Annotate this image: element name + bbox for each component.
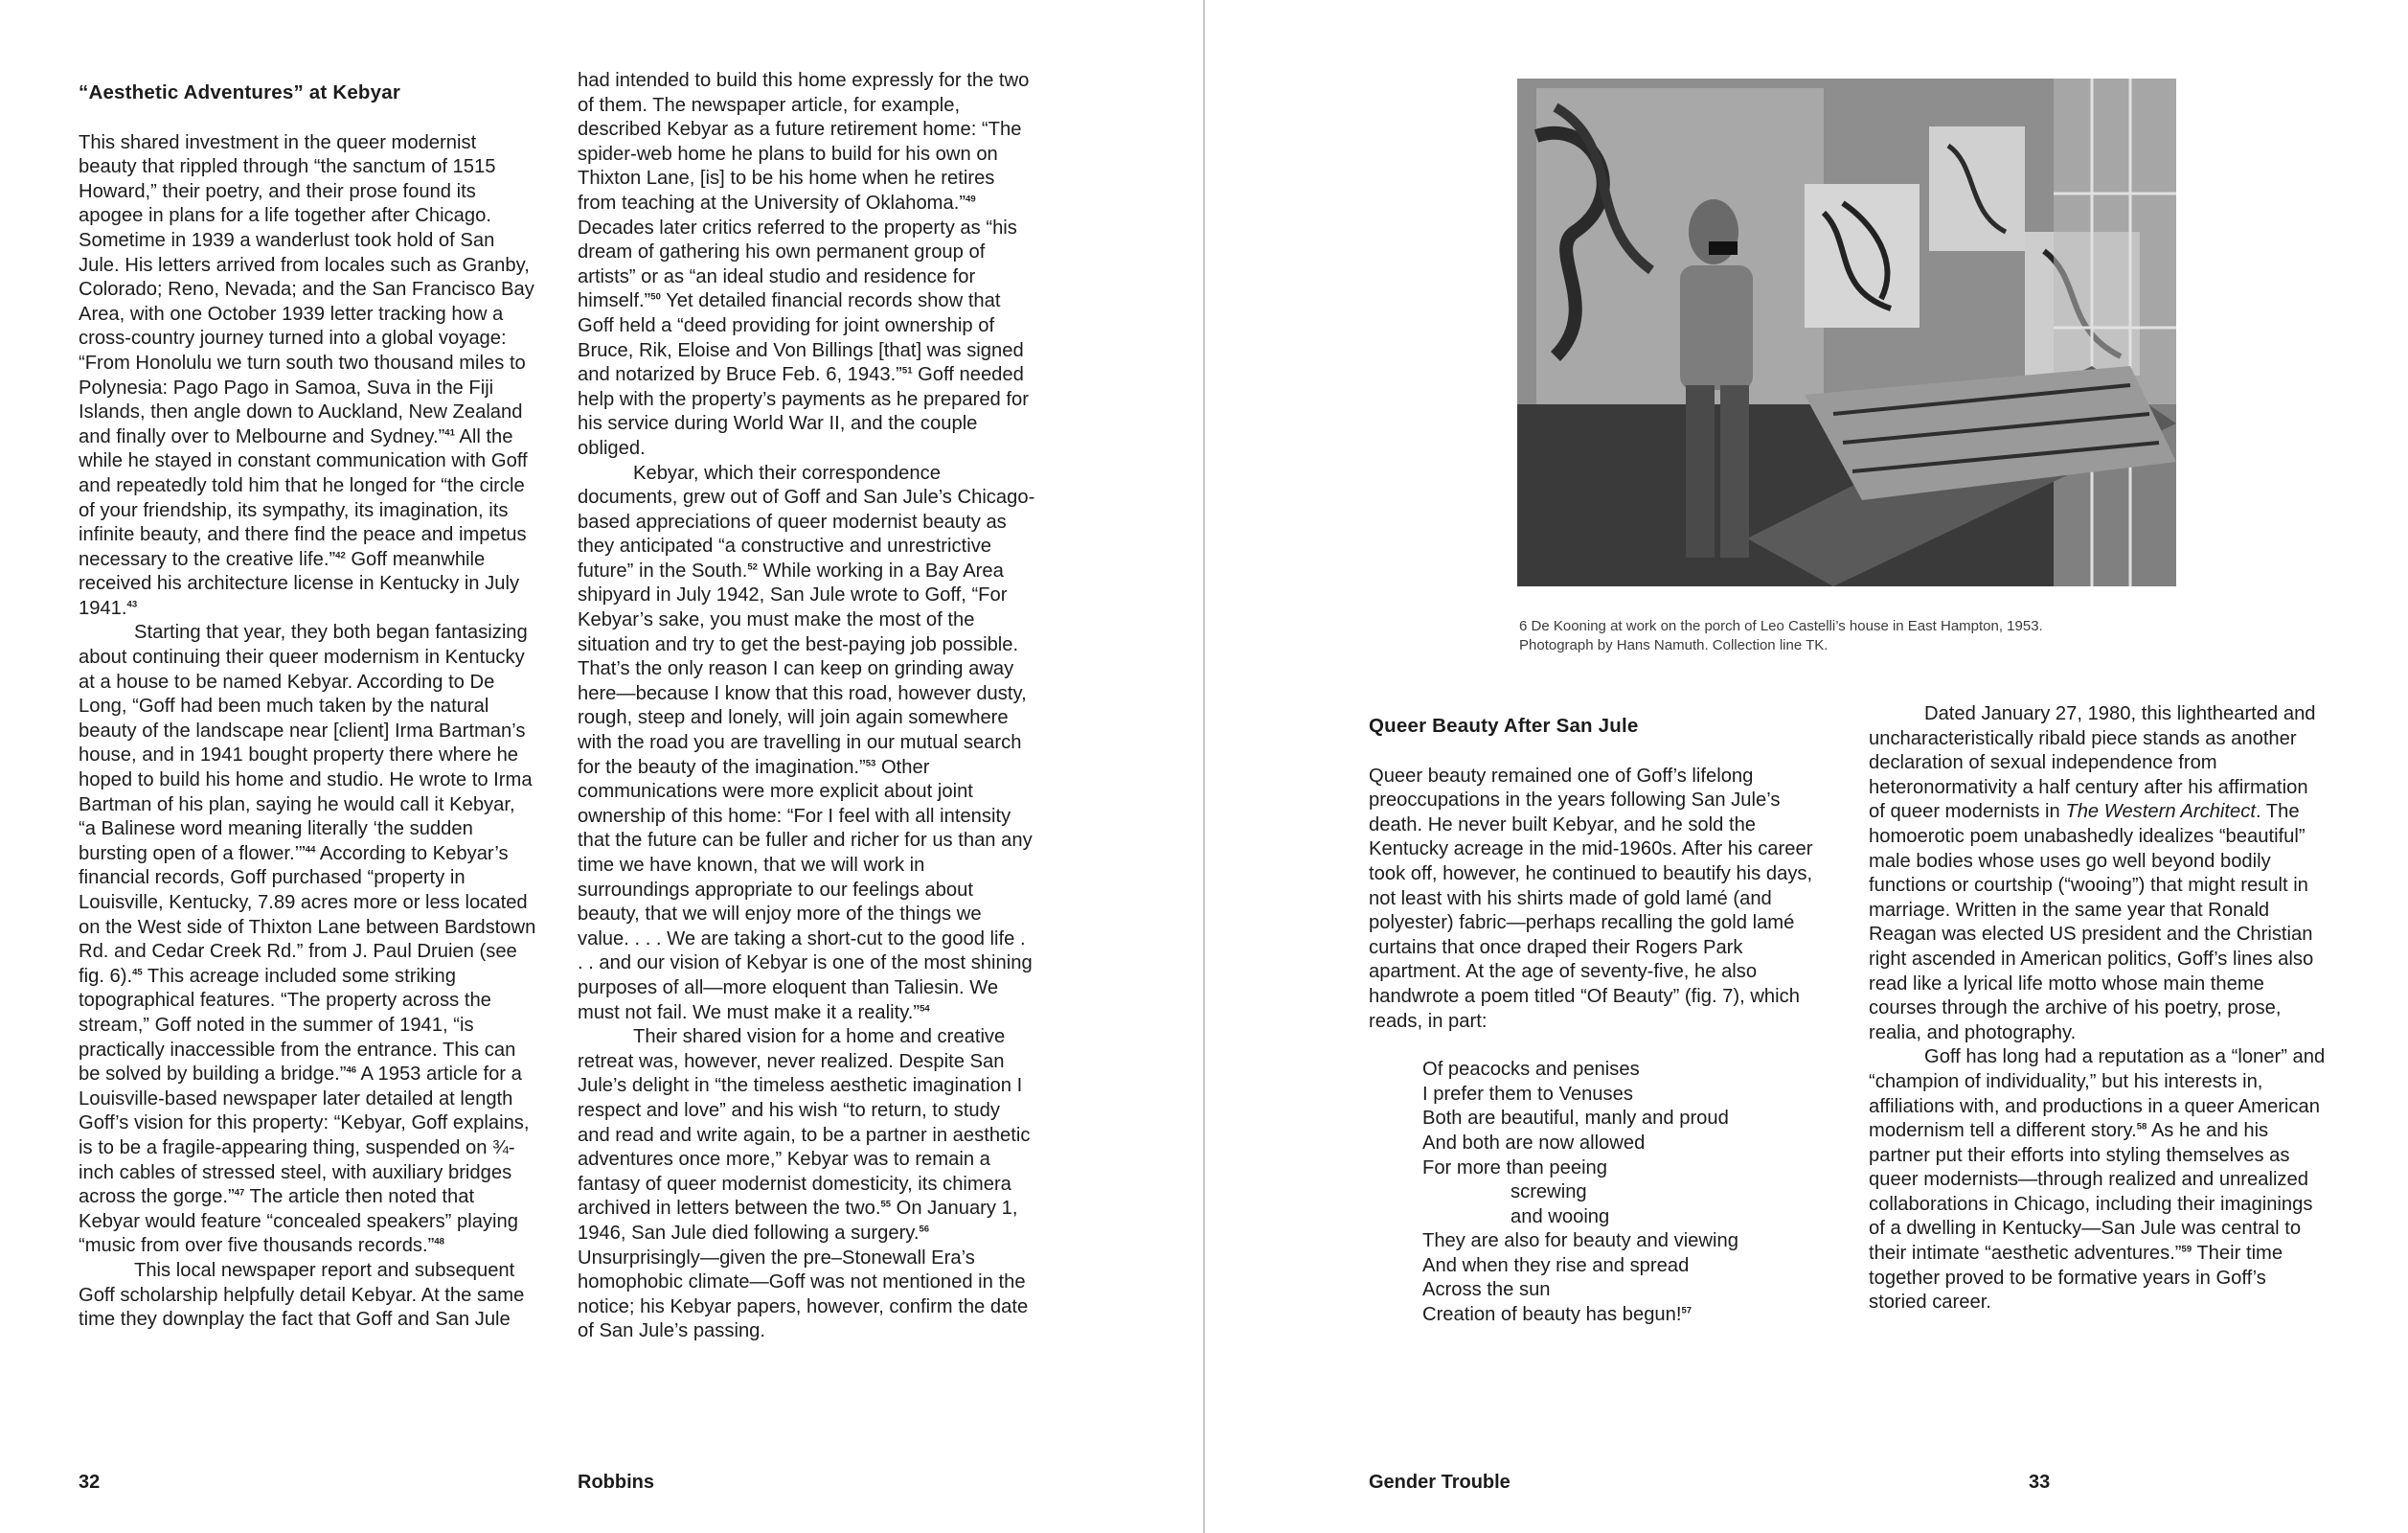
- poem: [1422, 1058, 1827, 1328]
- poem-line: Of peacocks and penises: [1422, 1059, 1640, 1081]
- poem-line: And both are now allowed: [1422, 1132, 1646, 1154]
- right-column-1: [1369, 702, 1827, 1328]
- poem-line: Creation of beauty has begun!$^{57}$: [1422, 1304, 1692, 1326]
- poem-line: For more than peeing: [1422, 1156, 1608, 1178]
- photo-illustration: [1517, 79, 2176, 586]
- page-number-left: 32: [79, 1472, 101, 1493]
- paragraph: Dated January 27, 1980, this lighthearted and uncharacteristically ribald piece stands as another declaration of sexual independence from heteronormativity a half century after his affirmation of queer modernists in The Western Architect. The homoerotic poem unabashedly idealizes “beautiful” male bodies whose uses go well beyond bodily functions or courtship (“wooing”) that might result in marriage. Written in the same year that Ronald Reagan was elected US president and the Christian right ascended in American politics, Goff’s lines also read like a lyrical life motto whose main theme courses through the archive of his poetry, prose, realia, and photography.: [1869, 703, 2316, 1043]
- section-heading: “Aesthetic Adventures” at Kebyar: [79, 81, 401, 103]
- right-column-2: [1869, 702, 2327, 1316]
- left-column-1: [79, 69, 536, 1333]
- page-number-right: 33: [2029, 1472, 2051, 1493]
- figure-caption: 6 De Kooning at work on the porch of Leo Castelli’s house in East Hampton, 1953. Photograph by Hans Namuth. Collection line TK.: [1519, 618, 2043, 653]
- running-footer-title: Gender Trouble: [1369, 1472, 1511, 1493]
- paragraph: had intended to build this home expressly for the two of them. The newspaper article, for example, described Kebyar as a future retirement home: “The spider-web home he plans to build for his own on Thixton Lane, [is] to be his home when he retires from teaching at the University of Oklahoma.”$^{49}$ Decades later critics referred to the property as “his dream of gathering his own permanent group of artists” or as “an ideal studio and residence for himself.”$^{50}$ Yet detailed financial records show that Goff held a “deed providing for joint ownership of Bruce, Rik, Eloise and Von Billings [that] was signed and notarized by Bruce Feb. 6, 1943.”$^{51}$ Goff needed help with the property’s payments as he prepared for his service during World War II, and the couple obliged.: [578, 70, 1030, 459]
- paragraph: This shared investment in the queer modernist beauty that rippled through “the sanctum of 1515 Howard,” their poetry, and their prose found its apogee in plans for a life together after Chicago. Sometime in 1939 a wanderlust took hold of San Jule. His letters arrived from locales such as Granby, Colorado; Reno, Nevada; and the San Francisco Bay Area, with one October 1939 letter tracking how a cross-country journey turned into a global voyage: “From Honolulu we turn south two thousand miles to Polynesia: Pago Pago in Samoa, Suva in the Fiji Islands, then angle down to Auckland, New Zealand and finally over to Melbourne and Sydney.”$^{41}$ All the while he stayed in constant communication with Goff and repeatedly told him that he longed for “the circle of your friendship, its sympathy, its imagination, its infinite beauty, and there find the peace and impetus necessary to the creative life.”$^{42}$ Goff meanwhile received his architecture license in Kentucky in July 1941.43: [79, 131, 534, 619]
- paragraph: Their shared vision for a home and creative retreat was, however, never realized. Despite San Jule’s delight in “the timeless aesthetic imagination I respect and love” and his wish “to return, to study and read and write again, to be a partner in aesthetic adventures once more,” Kebyar was to remain a fantasy of queer modernist domesticity, its chimera archived in letters between the two.$^{55}$ On January 1, 1946, San Jule died following a surgery.$^{56}$ Unsurprisingly—given the pre–Stonewall Era’s homophobic climate—Goff was not mentioned in the notice; his Kebyar papers, however, confirm the date of San Jule’s passing.: [578, 1026, 1031, 1342]
- poem-line: They are also for beauty and viewing: [1422, 1230, 1738, 1252]
- paragraph: Queer beauty remained one of Goff’s lifelong preoccupations in the years following San Jule’s death. He never built Kebyar, and he sold the Kentucky acreage in the mid-1960s. After his career took off, however, he continued to beautify his days, not least with his shirts made of gold lamé (and polyester) fabric—perhaps recalling the gold lamé curtains that once draped their Rogers Park apartment. At the age of seventy-five, he also handwrote a poem titled “Of Beauty” (fig. 7), which reads, in part:: [1369, 765, 1813, 1032]
- paragraph: Goff has long had a reputation as a “loner” and “champion of individuality,” but his interests in, affiliations with, and productions in a queer American modernism tell a different story.$^{58}$ As he and his partner put their efforts into styling themselves as queer modernists—through realized and unrealized collaborations in Chicago, including their imaginings of a dwelling in Kentucky—San Jule was central to their intimate “aesthetic adventures.”$^{59}$ Their time together proved to be formative years in Goff’s storied career.: [1869, 1046, 2326, 1314]
- figure-photo: [1517, 79, 2176, 586]
- running-footer-author: Robbins: [578, 1472, 654, 1493]
- page-gutter: [1203, 0, 1205, 1533]
- poem-line: and wooing: [1511, 1205, 1610, 1227]
- paragraph: Kebyar, which their correspondence documents, grew out of Goff and San Jule’s Chicago-based appreciations of queer modernist beauty as they anticipated “a constructive and unrestrictive future” in the South.$^{52}$ While working in a Bay Area shipyard in July 1942, San Jule wrote to Goff, “For Kebyar’s sake, you must make the most of the situation and try to get the best-paying job possible. That’s the only reason I can keep on grinding away here—because I know that this road, however dusty, rough, steep and lonely, will join again somewhere with the road you are travelling in our mutual search for the beauty of the imagination.”$^{53}$ Other communications were more explicit about joint ownership of this home: “For I feel with all intensity that the future can be fuller and richer for us than any time we have known, that we will work in surroundings appropriate to our feelings about beauty, that we will enjoy more of the things we value. . . . We are taking a short-cut to the good life . . . and our vision of Kebyar is one of the most shining purposes of all—more eloquent than Taliesin. We must not fail. We must make it a reality.”$^{54}$: [578, 462, 1035, 1023]
- left-column-2: [578, 69, 1035, 1344]
- poem-line: I prefer them to Venuses: [1422, 1083, 1633, 1105]
- poem-line: And when they rise and spread: [1422, 1254, 1690, 1276]
- section-heading: Queer Beauty After San Jule: [1369, 715, 1639, 737]
- poem-line: screwing: [1511, 1181, 1587, 1203]
- paragraph: This local newspaper report and subsequent Goff scholarship helpfully detail Kebyar. At the same time they downplay the fact that Goff and San Jule: [79, 1259, 525, 1331]
- poem-line: Both are beautiful, manly and proud: [1422, 1108, 1729, 1130]
- poem-line: Across the sun: [1422, 1279, 1551, 1301]
- paragraph: Starting that year, they both began fantasizing about continuing their queer modernism in Kentucky at a house to be named Kebyar. According to De Long, “Goff had been much taken by the natural beauty of the landscape near [client] Irma Bartman’s house, and in 1941 bought property there where he hoped to build his home and studio. He wrote to Irma Bartman of his plan, saying he would call it Kebyar, “a Balinese word meaning literally ‘the sudden bursting open of a flower.’”$^{44}$ According to Kebyar’s financial records, Goff purchased “property in Louisville, Kentucky, 7.89 acres more or less located on the West side of Thixton Lane between Bardstown Rd. and Cedar Creek Rd.” from J. Paul Druien (see fig. 6).$^{45}$ This acreage included some striking topographical features. “The property across the stream,” Goff noted in the summer of 1941, “is practically inaccessible from the entrance. This can be solved by building a bridge.”$^{46}$ A 1953 article for a Louisville-based newspaper later detailed at length Goff’s vision for this property: “Kebyar, Goff explains, is to be a fragile-appearing thing, suspended on ¾-inch cables of stressed steel, with auxiliary bridges across the gorge.”$^{47}$ The article then noted that Kebyar would feature “concealed speakers” playing “music from over five thousands records.”$^{48}$: [79, 622, 536, 1257]
